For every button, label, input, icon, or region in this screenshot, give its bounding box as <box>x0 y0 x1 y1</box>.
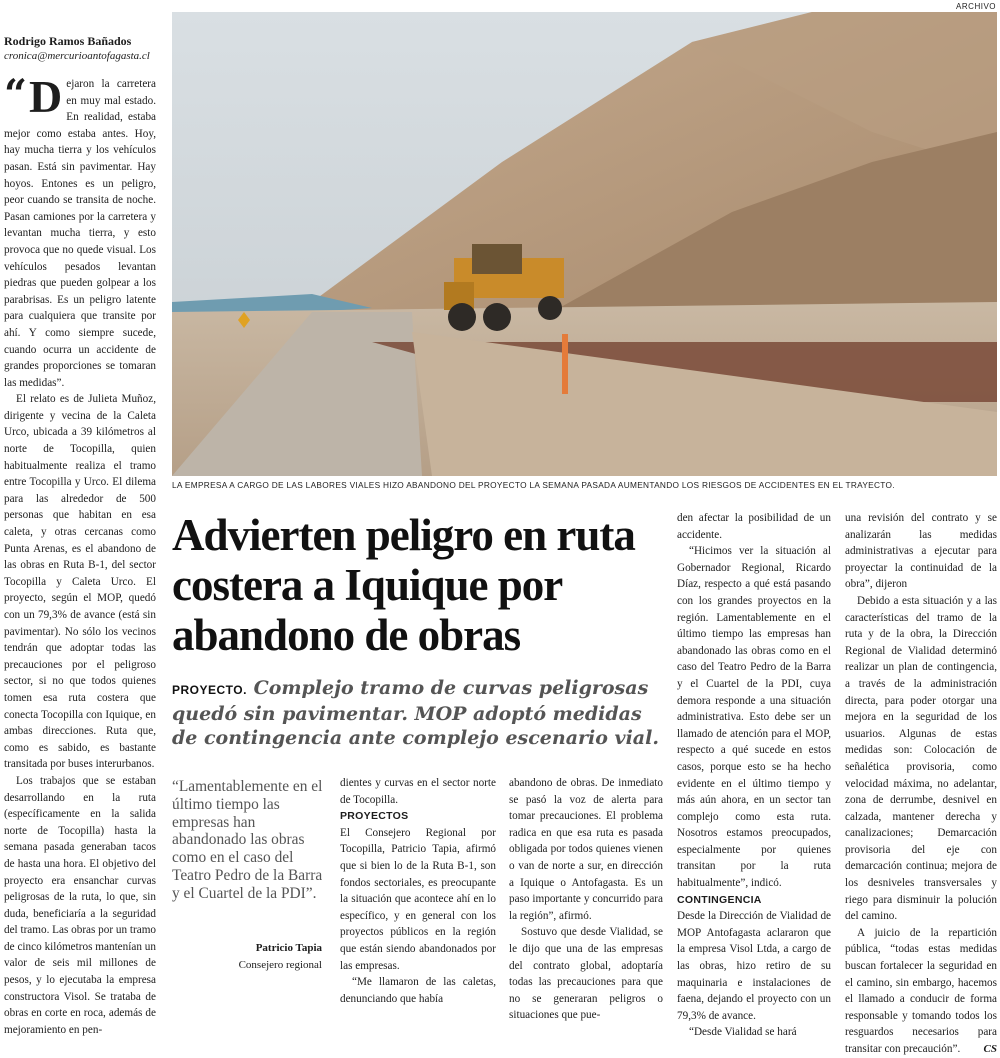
photo-caption: LA EMPRESA A CARGO DE LAS LABORES VIALES HIZO ABANDONO DEL PROYECTO LA SEMANA PASADA AUMENTANDO LOS RIESGOS DE ACCIDENTES EN EL TRAYECTO. <box>172 480 895 490</box>
deck-text: Complejo tramo de curvas peligrosas quedó sin pavimentar. MOP adoptó medidas de contingencia ante complejo escenario vial. <box>172 677 659 749</box>
paragraph: “Me llamaron de las caletas, denunciando que había <box>340 976 496 1005</box>
paragraph: den afectar la posibilidad de un accidente. <box>677 512 831 541</box>
paragraph: Los trabajos que se estaban desarrollando en la ruta (específicamente en la salida norte de Tocopilla) hasta la semana pasada generaban tacos de hasta una hora. El objetivo del proyecto era ensanchar curvas peligrosas de la ruta, lo que, sin duda, beneficiaría a la seguridad del tramo. Las obras por un tramo de cinco kilómetros mantenían un valor de seis mil millones de pesos, y lo ejecutaba la empresa constructora Visol. Se trataba de obras en corte en roca, además de mejoramiento en pen- <box>4 774 156 1036</box>
paragraph: “Hicimos ver la situación al Gobernador Regional, Ricardo Díaz, respecto a qué está pasando con los grandes proyectos en la región. Lamentablemente en el último tiempo las empresas han abandonado las obras como en el caso del Teatro Pedro de la Barra y el Cuartel de la PDI, cuya demora responde a una situación administrativa. Esto debe ser un llamado de atención para el MOP, respecto a qué sucede en estos casos, porque esto se ha hecho evidente en el último tiempo y más aún ahora, en un sector tan complejo como esta ruta. Nosotros estamos preocupados, especialmente por quienes transitan por la ruta habitualmente”, indicó. <box>677 545 831 890</box>
kicker-label: PROYECTO. <box>172 683 247 697</box>
article-photo <box>172 12 997 476</box>
paragraph <box>845 925 997 1058</box>
paragraph: dientes y curvas en el sector norte de Tocopilla. <box>340 777 496 806</box>
column-1 <box>4 71 156 1038</box>
end-mark: CS <box>983 1043 997 1055</box>
headline: Advierten peligro en ruta costera a Iquique por abandono de obras <box>172 510 635 660</box>
deck <box>172 676 667 750</box>
pull-quote-name: Patricio Tapia <box>255 942 322 954</box>
paragraph: Desde la Dirección de Vialidad de MOP Antofagasta aclararon que la empresa Visol Ltda, a cargo de las obras, hizo retiro de su maquinaria e instalaciones de faena, dejando el proyecto con un 79,3% de avance. <box>677 910 831 1022</box>
subhead-contingencia: CONTINGENCIA <box>677 893 762 906</box>
paragraph: ejaron la carretera en muy mal estado. En realidad, estaba mejor como estaba antes. Hoy, hay mucha tierra y los vehículos pasan. Está sin pavimentar. Hay hoyos. Entones es un peligro, peor cuando se transita de noche. Pasan camiones por la carretera y levantan mucha tierra, y esto provoca que no quede visual. Los vehículos pesados levantan piedras que pueden golpear a los parabrisas. Es un peligro latente para cualquiera que transite por ahí. Y como siempre sucede, cuando ocurra un accidente de grandes proporciones se tomaran las medidas”. <box>4 78 156 389</box>
column-5 <box>845 510 997 1058</box>
paragraph: Debido a esta situación y a las características del tramo de la ruta y de la obra, la Dirección Regional de Vialidad determinó realizar un plan de contingencia, a través de la administración directa, para poder otorgar una mejora en la seguridad de los usuarios. Algunas de estas medidas son: Colocación de señalética provisoria, como velocidad máxima, no adelantar, zona de derrumbe, desnivel en calzada, mantener derecha y canalizaciones; Demarcación provisoria del eje con demarcación continua; mejora de los desniveles transversales y riego para disminuir la polución del camino. <box>845 594 997 923</box>
author-name: Rodrigo Ramos Bañados <box>4 34 132 48</box>
subhead-proyectos: PROYECTOS <box>340 810 409 823</box>
opening-quote-mark: “ <box>4 71 28 118</box>
paragraph: “Desde Vialidad se hará <box>689 1026 797 1039</box>
photo-credit: ARCHIVO <box>956 2 996 11</box>
paragraph-text: A juicio de la repartición pública, “todas estas medidas buscan fortalecer la seguridad en el camino, sin embargo, hacemos el llamado a conducir de forma responsable y tomando todos los resguardos necesarios para transitar con precaución”. <box>845 926 997 1055</box>
pull-quote: “Lamentablemente en el último tiempo las empresas han abandonado las obras como en el caso del Teatro Pedro de la Barra y el Cuartel de la PDI”. <box>172 778 323 902</box>
paragraph: una revisión del contrato y se analizarán las medidas administrativas a ejecutar para proyectar la continuidad de la obra”, dijeron <box>845 512 997 591</box>
column-3 <box>509 775 663 1024</box>
paragraph: El relato es de Julieta Muñoz, dirigente y vecina de la Caleta Urco, ubicada a 39 kilómetros al norte de Tocopilla, quien habitualmente realiza el tramo entre Tocopilla y Urco. El dilema para las alrededor de 500 personas que habitan en esa caleta, y otras cercanas como Punta Arenas, es el abandono de las obras en Ruta B-1, del sector Tocopilla y Caleta Urco. El proyecto, según el MOP, quedó con un 79,3% de avance (está sin pavimentar). No sólo los vecinos tendrán que adoptar todas las precauciones por el peligroso sector, si no que todos quienes tomen esa ruta costera que conecta Tocopilla con Iquique, en ambas direcciones. Ruta que, como es sabido, es bastante transitada por buses interurbanos. <box>4 393 156 771</box>
paragraph: El Consejero Regional por Tocopilla, Patricio Tapia, afirmó que si bien lo de la Ruta B-1, son fondos sectoriales, es preocupante la situación que acontece ahí en lo específico, y en general con los proyectos públicos en la región que están siendo abandonados por las empresas. <box>340 826 496 972</box>
column-4 <box>677 510 831 1041</box>
paragraph: abandono de obras. De inmediato se pasó la voz de alerta para tomar precauciones. El problema radica en que esa ruta es pasada obligada por todos quienes vienen o van de norte a sur, en dirección a Iquique o Antofagasta. Es un paso importante y concurrido para la región”, afirmó. <box>509 777 663 922</box>
drop-cap: D <box>29 71 63 122</box>
column-2 <box>340 775 496 1007</box>
author-email[interactable]: cronica@mercurioantofagasta.cl <box>4 50 150 62</box>
pull-quote-role: Consejero regional <box>238 959 322 971</box>
paragraph: Sostuvo que desde Vialidad, se le dijo que una de las empresas del contrato global, adoptaría todas las precauciones para que no se generaran peligros o situaciones que pue- <box>509 926 663 1022</box>
road-construction-illustration <box>172 12 997 476</box>
